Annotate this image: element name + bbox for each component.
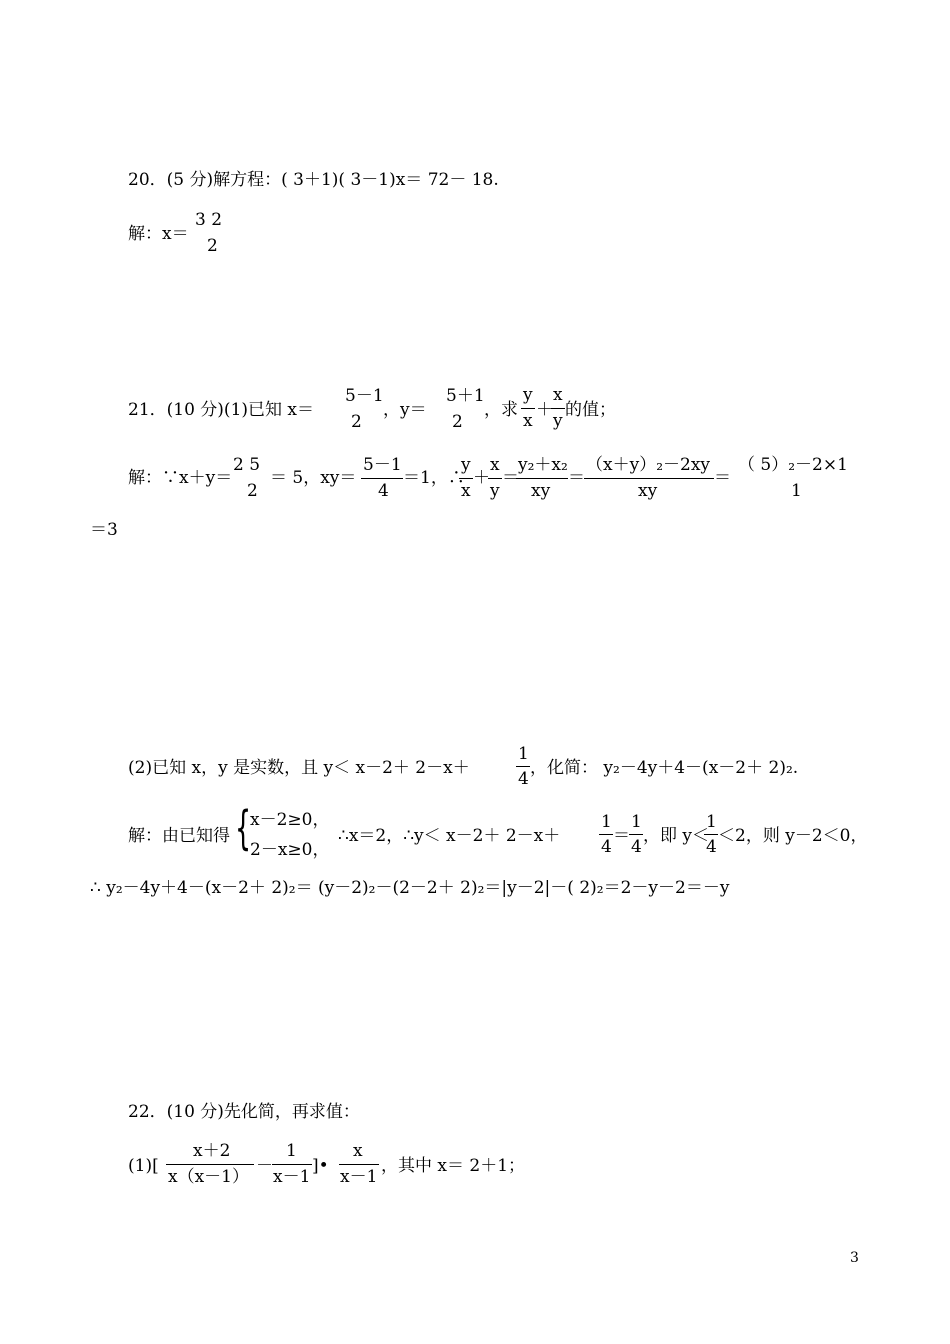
q21b-sol-d1: 4 (601, 837, 612, 857)
q21-sol-b: ＝ 5，xy＝ (270, 468, 357, 488)
q22-part1-a: (1)[ (128, 1156, 159, 1176)
q21b-sol-n3: 1 (706, 812, 717, 832)
q21-sol-plus: ＋ (473, 468, 490, 488)
q21-frac1-num: y (523, 385, 533, 405)
q21b-sol-d2: 4 (631, 837, 642, 857)
q21-sol-f5d: 1 (791, 481, 802, 501)
q21-x-numerator: 5－1 (345, 386, 384, 406)
fraction-bar (166, 1164, 254, 1165)
q21-sol-f4n: （x＋y）₂－2xy (586, 455, 711, 475)
q21-sol-f4d: xy (638, 481, 658, 501)
fraction-bar (629, 834, 643, 835)
q21-sol-den1: 2 (247, 481, 258, 501)
q20-solution-label: 解：x＝ (128, 224, 189, 244)
q21-sol-f5n: （ 5）₂－2×1 (738, 455, 848, 475)
fraction-bar (459, 478, 473, 479)
fraction-bar (488, 478, 502, 479)
q21-sol-f3d: xy (531, 481, 551, 501)
q20-statement: 20．(5 分)解方程：( 3＋1)( 3－1)x＝ 72－ 18. (128, 170, 499, 190)
fraction-bar (361, 478, 403, 479)
q21-frac1-den: x (523, 411, 533, 431)
q21-frac2-den: y (553, 411, 563, 431)
fraction-bar (551, 408, 565, 409)
q21-sol-f3n: y₂＋x₂ (518, 455, 568, 475)
q21-statement-a: 21．(10 分)(1)已知 x＝ (128, 400, 315, 420)
q21b-sol-c: ，即 y＜ (643, 826, 710, 846)
q22-part1-c: ，其中 x＝ 2＋1； (381, 1156, 526, 1176)
fraction-bar (339, 1164, 379, 1165)
q21b-quarter-num: 1 (518, 744, 529, 764)
q21b-sol-b: ∴x＝2，∴y＜ x－2＋ 2－x＋ (338, 826, 561, 846)
q21-plus: ＋ (536, 400, 553, 420)
q21b-sol-n1: 1 (601, 812, 612, 832)
q22-f1-den: x（x－1） (168, 1167, 249, 1187)
fraction-bar (521, 408, 535, 409)
q21-sol-num2: 5－1 (363, 455, 402, 475)
q21-sol-end: ＝3 (90, 520, 118, 540)
q20-solution-numerator: 3 2 (195, 210, 223, 230)
fraction-bar (704, 834, 718, 835)
q21-y-denominator: 2 (452, 412, 463, 432)
q21b-sol-a: 解：由已知得 (128, 826, 230, 846)
q21-sol-f1d: x (461, 481, 471, 501)
q22-part1-b: ]• (312, 1156, 329, 1176)
q21b-sol-d3: 4 (706, 837, 717, 857)
fraction-bar (599, 834, 613, 835)
q21-frac2-num: x (553, 385, 563, 405)
q21b-case1: x－2≥0， (250, 810, 330, 830)
q21b-statement-a: (2)已知 x，y 是实数，且 y＜ x－2＋ 2－x＋ (128, 758, 470, 778)
q21-sol-eq1: ＝ (502, 468, 519, 488)
q21b-statement-b: ，化简： y₂－4y＋4－(x－2＋ 2)₂. (530, 758, 799, 778)
q21-statement-b: ，y＝ (383, 400, 427, 420)
left-brace: { (235, 801, 252, 855)
q21-y-numerator: 5＋1 (446, 386, 485, 406)
fraction-bar (584, 478, 714, 479)
q21b-quarter-den: 4 (518, 769, 529, 789)
q21-sol-den2: 4 (378, 481, 389, 501)
q21-sol-eq3: ＝ (714, 468, 731, 488)
q21-sol-f2n: x (490, 455, 500, 475)
q21b-sol-n2: 1 (631, 812, 642, 832)
fraction-bar (272, 1164, 312, 1165)
page-number: 3 (850, 1250, 859, 1266)
q22-f1-num: x＋2 (193, 1141, 231, 1161)
q21-statement-d: 的值； (565, 400, 616, 420)
q22-f2-den: x－1 (273, 1167, 311, 1187)
q21-sol-a: 解：∵x＋y＝ (128, 468, 233, 488)
fraction-bar (516, 766, 530, 767)
q21b-case2: 2－x≥0， (250, 840, 330, 860)
q21b-sol-d: ＜2，则 y－2＜0， (718, 826, 868, 846)
fraction-bar (516, 478, 568, 479)
q22-f3-den: x－1 (340, 1167, 378, 1187)
q21-sol-f2d: y (490, 481, 500, 501)
q21b-sol-line2: ∴ y₂－4y＋4－(x－2＋ 2)₂＝ (y－2)₂－(2－2＋ 2)₂＝|y－2|－( 2)₂＝2－y－2＝－y (90, 878, 730, 898)
q21-sol-eq2: ＝ (568, 468, 585, 488)
q21b-sol-eq: ＝ (613, 826, 630, 846)
q21-statement-c: ，求 (484, 400, 518, 420)
q21-sol-c: ＝1，∴ (403, 468, 465, 488)
q22-f2-num: 1 (286, 1141, 297, 1161)
q20-solution-denominator: 2 (207, 236, 218, 256)
q22-minus: － (256, 1156, 273, 1176)
q21-sol-num1: 2 5 (233, 455, 261, 475)
q22-f3-num: x (353, 1141, 363, 1161)
q22-statement: 22．(10 分)先化简，再求值： (128, 1102, 360, 1122)
q21-sol-f1n: y (461, 455, 471, 475)
q21-x-denominator: 2 (351, 412, 362, 432)
